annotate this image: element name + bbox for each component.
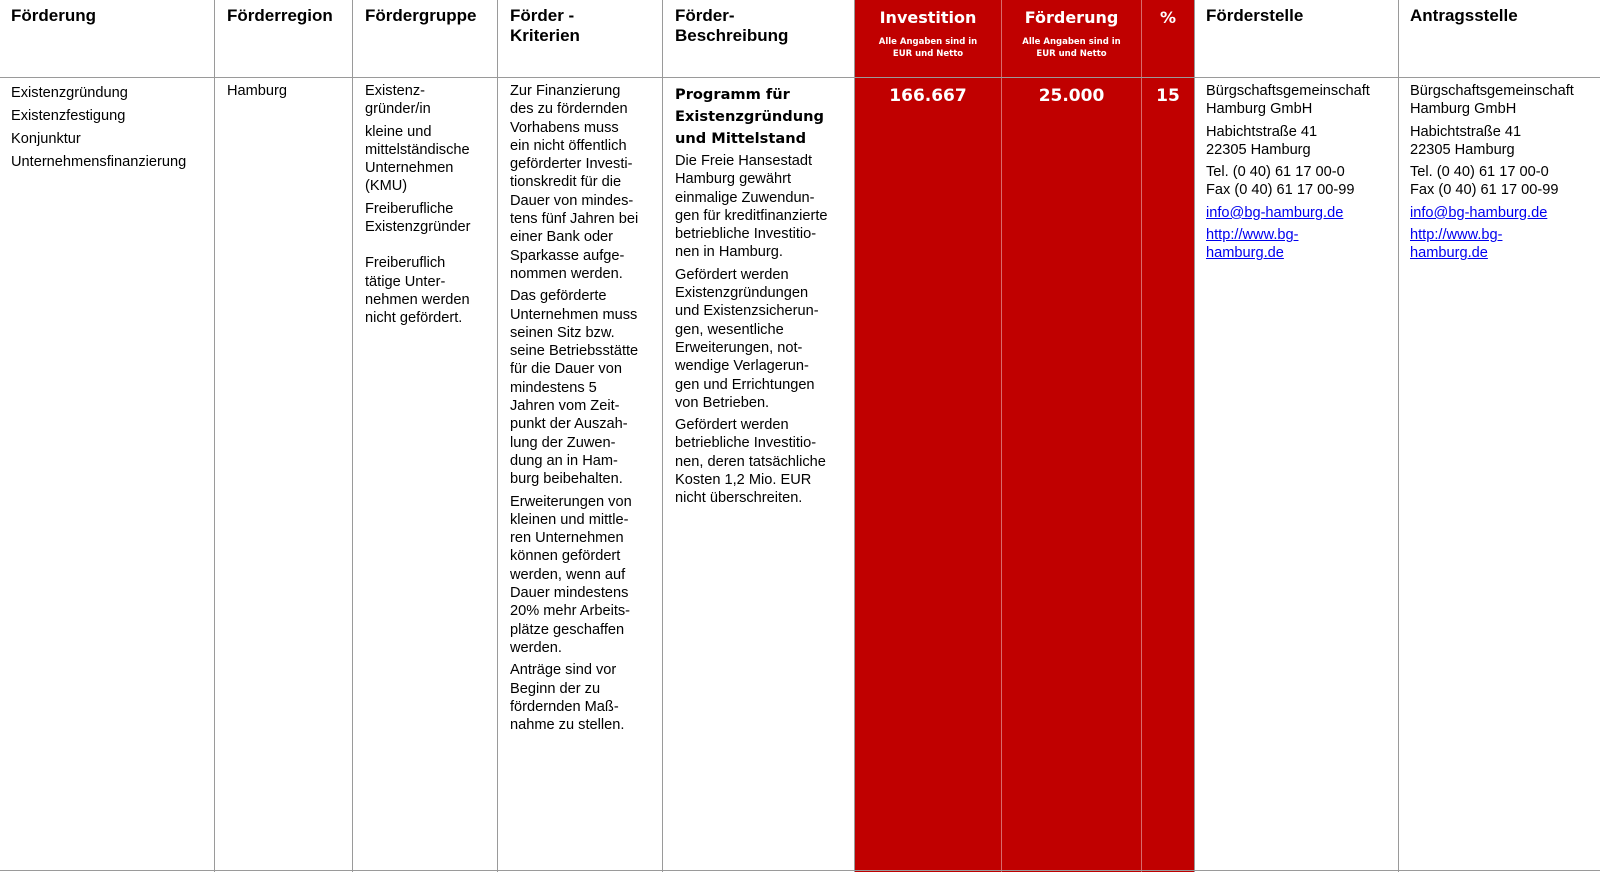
note-line1: Alle Angaben sind in — [1022, 37, 1121, 47]
column-divider — [854, 0, 855, 872]
investition-value: 166.667 — [889, 86, 967, 106]
foerdergruppe-entry: kleine und mittelständische Unternehmen (KMU) — [365, 123, 470, 195]
header-foerderung-amount: Förderung — [1024, 8, 1119, 27]
header-beschreibung-line2: Beschreibung — [675, 26, 789, 45]
kriterien-paragraph: Erweiterungen von kleinen und mittle- ren Unternehmen können gefördert werden, wenn auf Dauer mindestens 20% mehr Arbeits- plätze geschaffen werden. — [510, 493, 632, 656]
kriterien-paragraph: Das geförderte Unternehmen muss seinen Sitz bzw. seine Betriebsstätte für die Dauer von mindestens 5 Jahren vom Zeit- punkt der Auszah- lung der Zuwen- dung an in Ham- burg beibehalten. — [510, 288, 639, 488]
column-divider — [497, 0, 498, 872]
header-investition-note — [855, 36, 1001, 60]
antragsstelle-name: Bürgschaftsgemeinschaft Hamburg GmbH — [1410, 83, 1574, 118]
kriterien-paragraph: Zur Finanzierung des zu fördernden Vorhabens muss ein nicht öffentlich geförderter Investi- tionskredit für die Dauer von mindes- tens fünf Jahren bei einer Bank oder Sparkasse aufge- nommen werden. — [510, 83, 639, 282]
foerderstelle-name: Bürgschaftsgemeinschaft Hamburg GmbH — [1206, 83, 1370, 118]
red-column-separator — [1001, 0, 1002, 872]
antragsstelle-web-link[interactable]: http://www.bg- hamburg.de — [1410, 227, 1503, 262]
program-title: Programm für Existenzgründung und Mittelstand — [675, 86, 824, 147]
header-beschreibung — [675, 6, 788, 46]
foerdergruppe-note: Freiberuflich tätige Unter- nehmen werden nicht gefördert. — [365, 255, 470, 327]
beschreibung-paragraph: Die Freie Hansestadt Hamburg gewährt einmalige Zuwendun- gen für kreditfinanzierte betriebliche Investitio- nen in Hamburg. — [675, 153, 828, 261]
header-foerderung-note — [1002, 36, 1141, 60]
header-foerderstelle: Förderstelle — [1206, 6, 1304, 25]
cell-antragsstelle — [1410, 82, 1574, 267]
foerderung-item: Unternehmensfinanzierung — [11, 154, 187, 170]
beschreibung-paragraph: Gefördert werden Existenzgründungen und Existenzsicherun- gen, wesentliche Erweiterungen, not- wendige Verlagerun- gen und Errichtungen von Betrieben. — [675, 266, 819, 411]
header-row-divider — [0, 77, 1600, 78]
antragsstelle-email-para — [1410, 204, 1574, 222]
column-divider — [1194, 0, 1195, 872]
foerdergruppe-entry: Existenz- gründer/in — [365, 83, 431, 118]
header-kriterien-line1: Förder - — [510, 6, 575, 25]
antragsstelle-address: Habichtstraße 41 22305 Hamburg — [1410, 123, 1522, 158]
percent-value: 15 — [1156, 86, 1180, 106]
antragsstelle-web-para — [1410, 226, 1574, 263]
cell-foerderung — [11, 82, 186, 174]
cell-foerderstelle — [1206, 82, 1370, 267]
foerderstelle-phone: Tel. (0 40) 61 17 00-0 Fax (0 40) 61 17 00-99 — [1206, 164, 1355, 199]
column-divider — [352, 0, 353, 872]
note-line2: EUR und Netto — [1036, 49, 1107, 59]
kriterien-paragraph: Anträge sind vor Beginn der zu fördernden Maß- nahme zu stellen. — [510, 662, 625, 734]
header-investition: Investition — [879, 8, 977, 27]
column-divider — [214, 0, 215, 872]
foerderstelle-web-link[interactable]: http://www.bg- hamburg.de — [1206, 227, 1299, 262]
investition-column-bg — [854, 0, 1194, 872]
header-foerderregion: Förderregion — [227, 6, 333, 25]
cell-foerdergruppe — [365, 82, 470, 332]
antragsstelle-phone: Tel. (0 40) 61 17 00-0 Fax (0 40) 61 17 00-99 — [1410, 164, 1559, 199]
header-kriterien-line2: Kriterien — [510, 26, 580, 45]
column-divider — [662, 0, 663, 872]
foerderstelle-address: Habichtstraße 41 22305 Hamburg — [1206, 123, 1318, 158]
red-column-separator — [1141, 0, 1142, 872]
foerderung-item: Konjunktur — [11, 131, 81, 147]
column-divider — [1398, 0, 1399, 872]
cell-foerderregion: Hamburg — [227, 83, 288, 99]
cell-kriterien — [510, 82, 638, 738]
note-line2: EUR und Netto — [892, 49, 964, 59]
beschreibung-paragraph: Gefördert werden betriebliche Investitio- nen, deren tatsächliche Kosten 1,2 Mio. EUR nicht überschreiten. — [675, 417, 826, 507]
foerderstelle-web-para — [1206, 226, 1370, 263]
table-bottom-border — [0, 870, 1600, 871]
foerderung-value: 25.000 — [1038, 86, 1105, 106]
foerderstelle-email-para — [1206, 204, 1370, 222]
header-antragsstelle: Antragsstelle — [1410, 6, 1518, 25]
foerdergruppe-entry: Freiberufliche Existenzgründer — [365, 200, 471, 236]
header-foerderung: Förderung — [11, 6, 96, 25]
note-line1: Alle Angaben sind in — [878, 37, 978, 47]
cell-beschreibung — [675, 84, 828, 512]
header-foerdergruppe: Fördergruppe — [365, 6, 477, 25]
foerderung-item: Existenzfestigung — [11, 108, 126, 124]
header-kriterien — [510, 6, 580, 46]
antragsstelle-email-link[interactable]: info@bg-hamburg.de — [1410, 204, 1548, 221]
header-percent: % — [1159, 8, 1177, 27]
header-beschreibung-line1: Förder- — [675, 6, 735, 25]
foerderung-item: Existenzgründung — [11, 85, 128, 101]
foerderstelle-email-link[interactable]: info@bg-hamburg.de — [1206, 204, 1344, 221]
